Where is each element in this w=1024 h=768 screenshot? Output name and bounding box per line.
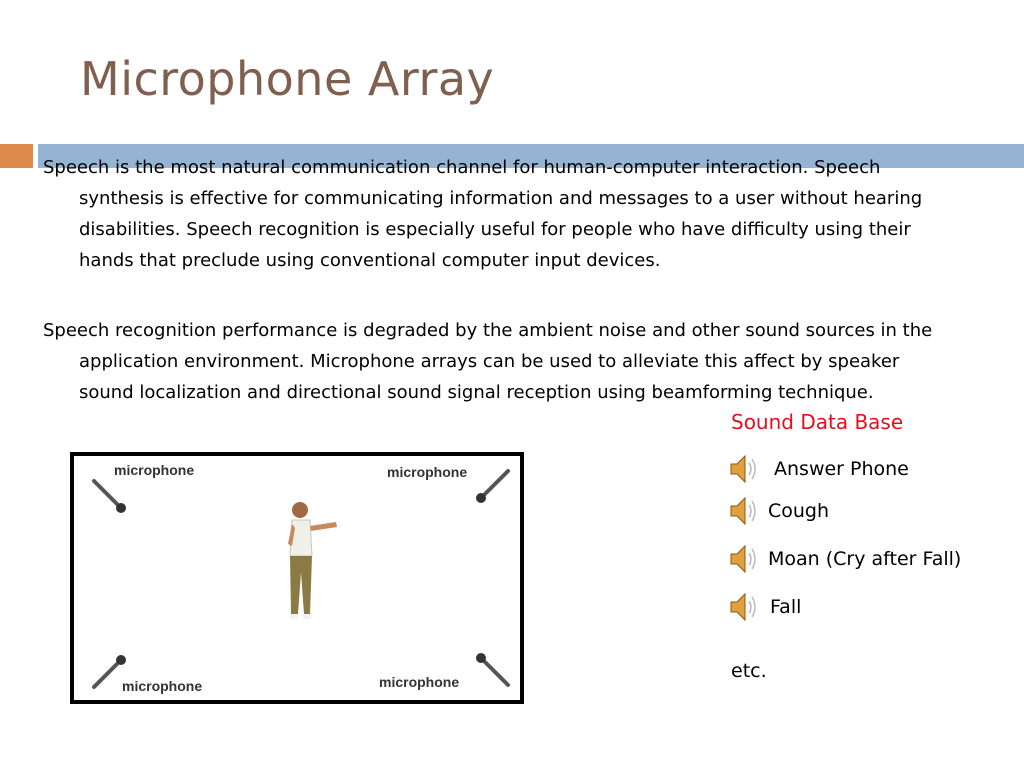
microphone-icon — [470, 652, 512, 688]
speaker-icon — [728, 452, 760, 486]
accent-bar-orange — [0, 144, 33, 168]
page-title: Microphone Array — [80, 52, 495, 106]
sound-item-label: Moan (Cry after Fall) — [768, 548, 962, 570]
sound-item-label: Answer Phone — [774, 458, 909, 480]
sound-item-label: Cough — [768, 500, 830, 522]
mic-label-bottom-right: microphone — [379, 674, 460, 690]
sound-database-etc: etc. — [731, 660, 767, 682]
paragraph-speech-communication: Speech is the most natural communication channel for human-computer interaction. Speech synthesis is effective for communicating information and messages to a user without hearing disabilities. Speech recognition is especially useful for people who have difficulty using their hands that preclude using conventional computer input devices. — [43, 157, 923, 271]
paragraph-speech-recognition: Speech recognition performance is degraded by the ambient noise and other sound sources in the application environment. Microphone arrays can be used to alleviate this affect by speaker sound localization and directional sound signal reception using beamforming technique. — [43, 320, 933, 403]
sound-item-answer-phone[interactable] — [728, 451, 909, 487]
sound-item-label: Fall — [770, 596, 802, 618]
mic-label-top-right: microphone — [387, 464, 468, 480]
microphone-array-figure — [70, 452, 524, 704]
sound-database-title: Sound Data Base — [731, 410, 904, 434]
speaker-icon — [728, 494, 760, 528]
microphone-icon — [90, 654, 132, 690]
sound-item-cough[interactable] — [728, 493, 829, 529]
speaker-icon — [728, 542, 760, 576]
mic-label-top-left: microphone — [114, 462, 195, 478]
microphone-icon — [470, 468, 512, 504]
person-figure — [280, 498, 344, 626]
microphone-icon — [90, 478, 132, 514]
sound-item-moan[interactable] — [728, 541, 961, 577]
sound-item-fall[interactable] — [728, 589, 801, 625]
mic-label-bottom-left: microphone — [122, 678, 203, 694]
speaker-icon — [728, 590, 760, 624]
